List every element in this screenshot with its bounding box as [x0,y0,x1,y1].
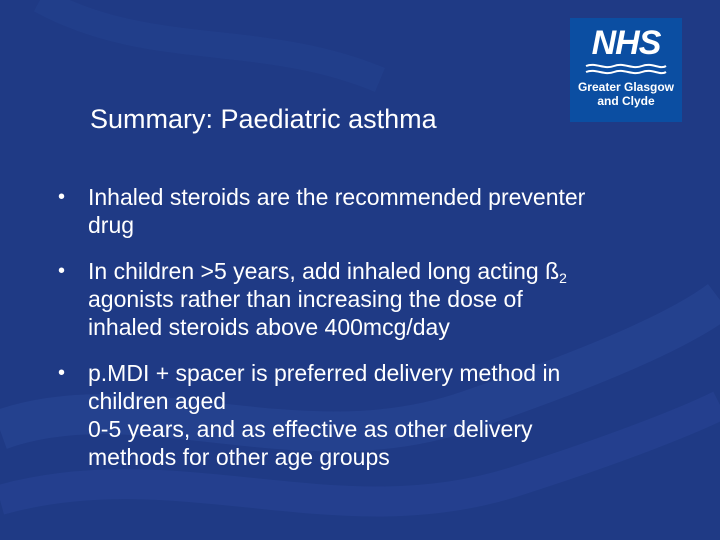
subscript: 2 [559,270,567,286]
bullet-line: p.MDI + spacer is preferred delivery method in [88,360,561,386]
bullet-marker: • [58,186,66,208]
bullet-line [88,257,678,285]
bullet-line: drug [88,212,135,238]
bullet-line: 0-5 years, and as effective as other delivery [88,416,533,442]
nhs-board-name [570,80,682,108]
bullet-line: methods for other age groups [88,444,390,470]
wave-icon [584,62,668,76]
nhs-logo-text: NHS [591,24,661,62]
bullet-line-text: In children >5 years, add inhaled long acting ß [88,258,560,284]
bullet-line: agonists rather than increasing the dose of [88,286,523,312]
nhs-logo [570,18,682,122]
bullet-line: inhaled steroids above 400mcg/day [88,314,450,340]
bullet-line: children aged [88,388,227,414]
nhs-board-line2: and Clyde [597,94,655,108]
bullet-line: Inhaled steroids are the recommended preventer [88,184,586,210]
bullet-item [58,183,678,239]
bullet-marker: • [58,362,66,384]
bullet-list [58,183,678,489]
bullet-item [58,359,678,471]
slide-title: Summary: Paediatric asthma [90,104,437,134]
nhs-board-line1: Greater Glasgow [577,80,675,94]
bullet-marker: • [58,260,66,282]
nhs-logo-mark [582,26,670,60]
bullet-item [58,257,678,341]
